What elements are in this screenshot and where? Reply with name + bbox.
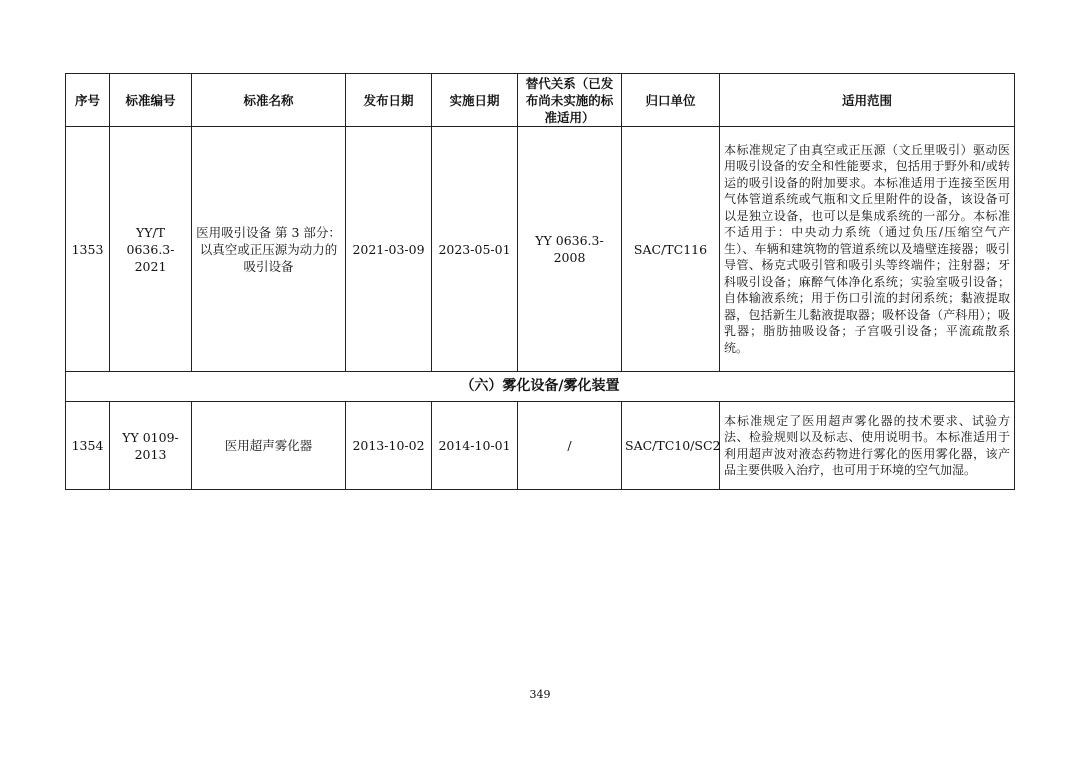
replacement: / — [518, 402, 622, 490]
replacement: YY 0636.3-2008 — [518, 127, 622, 372]
standard-code: YY 0109-2013 — [110, 402, 192, 490]
row-number: 1354 — [66, 402, 110, 490]
header-cell: 适用范围 — [720, 74, 1015, 127]
header-cell: 标准名称 — [192, 74, 346, 127]
header-cell: 替代关系（已发布尚未实施的标准适用） — [518, 74, 622, 127]
row-number: 1353 — [66, 127, 110, 372]
standards-table — [65, 73, 1015, 490]
implement-date: 2023-05-01 — [432, 127, 518, 372]
scope: 本标准规定了医用超声雾化器的技术要求、试验方法、检验规则以及标志、使用说明书。本标准适用于利用超声波对液态药物进行雾化的医用雾化器，该产品主要供吸入治疗，也可用于环境的空气加湿。 — [720, 402, 1015, 490]
header-cell: 归口单位 — [622, 74, 720, 127]
header-cell: 序号 — [66, 74, 110, 127]
section-title: （六）雾化设备/雾化装置 — [66, 372, 1015, 402]
header-cell: 发布日期 — [346, 74, 432, 127]
header-cell: 标准编号 — [110, 74, 192, 127]
standard-name: 医用吸引设备 第 3 部分：以真空或正压源为动力的吸引设备 — [192, 127, 346, 372]
standard-name: 医用超声雾化器 — [192, 402, 346, 490]
table-row — [66, 127, 1015, 372]
standard-code: YY/T 0636.3-2021 — [110, 127, 192, 372]
responsible-unit: SAC/TC116 — [622, 127, 720, 372]
table-row — [66, 402, 1015, 490]
responsible-unit: SAC/TC10/SC2 — [622, 402, 720, 490]
publish-date: 2021-03-09 — [346, 127, 432, 372]
header-cell: 实施日期 — [432, 74, 518, 127]
scope: 本标准规定了由真空或正压源（文丘里吸引）驱动医用吸引设备的安全和性能要求，包括用于野外和/或转运的吸引设备的附加要求。本标准适用于连接至医用气体管道系统或气瓶和文丘里附件的设备，该设备可以是独立设备，也可以是集成系统的一部分。本标准不适用于：中央动力系统（通过负压/压缩空气产生）、车辆和建筑物的管道系统以及墙壁连接器；吸引导管、杨克式吸引管和吸引头等终端件；注射器；牙科吸引设备；麻醉气体净化系统；实验室吸引设备；自体输液系统；用于伤口引流的封闭系统；黏液提取器，包括新生儿黏液提取器；吸杯设备（产科用）；吸乳器；脂肪抽吸设备；子宫吸引设备；平流疏散系统。 — [720, 127, 1015, 372]
publish-date: 2013-10-02 — [346, 402, 432, 490]
section-row — [66, 372, 1015, 402]
page-number: 349 — [529, 688, 551, 701]
implement-date: 2014-10-01 — [432, 402, 518, 490]
table-header-row — [66, 74, 1015, 127]
